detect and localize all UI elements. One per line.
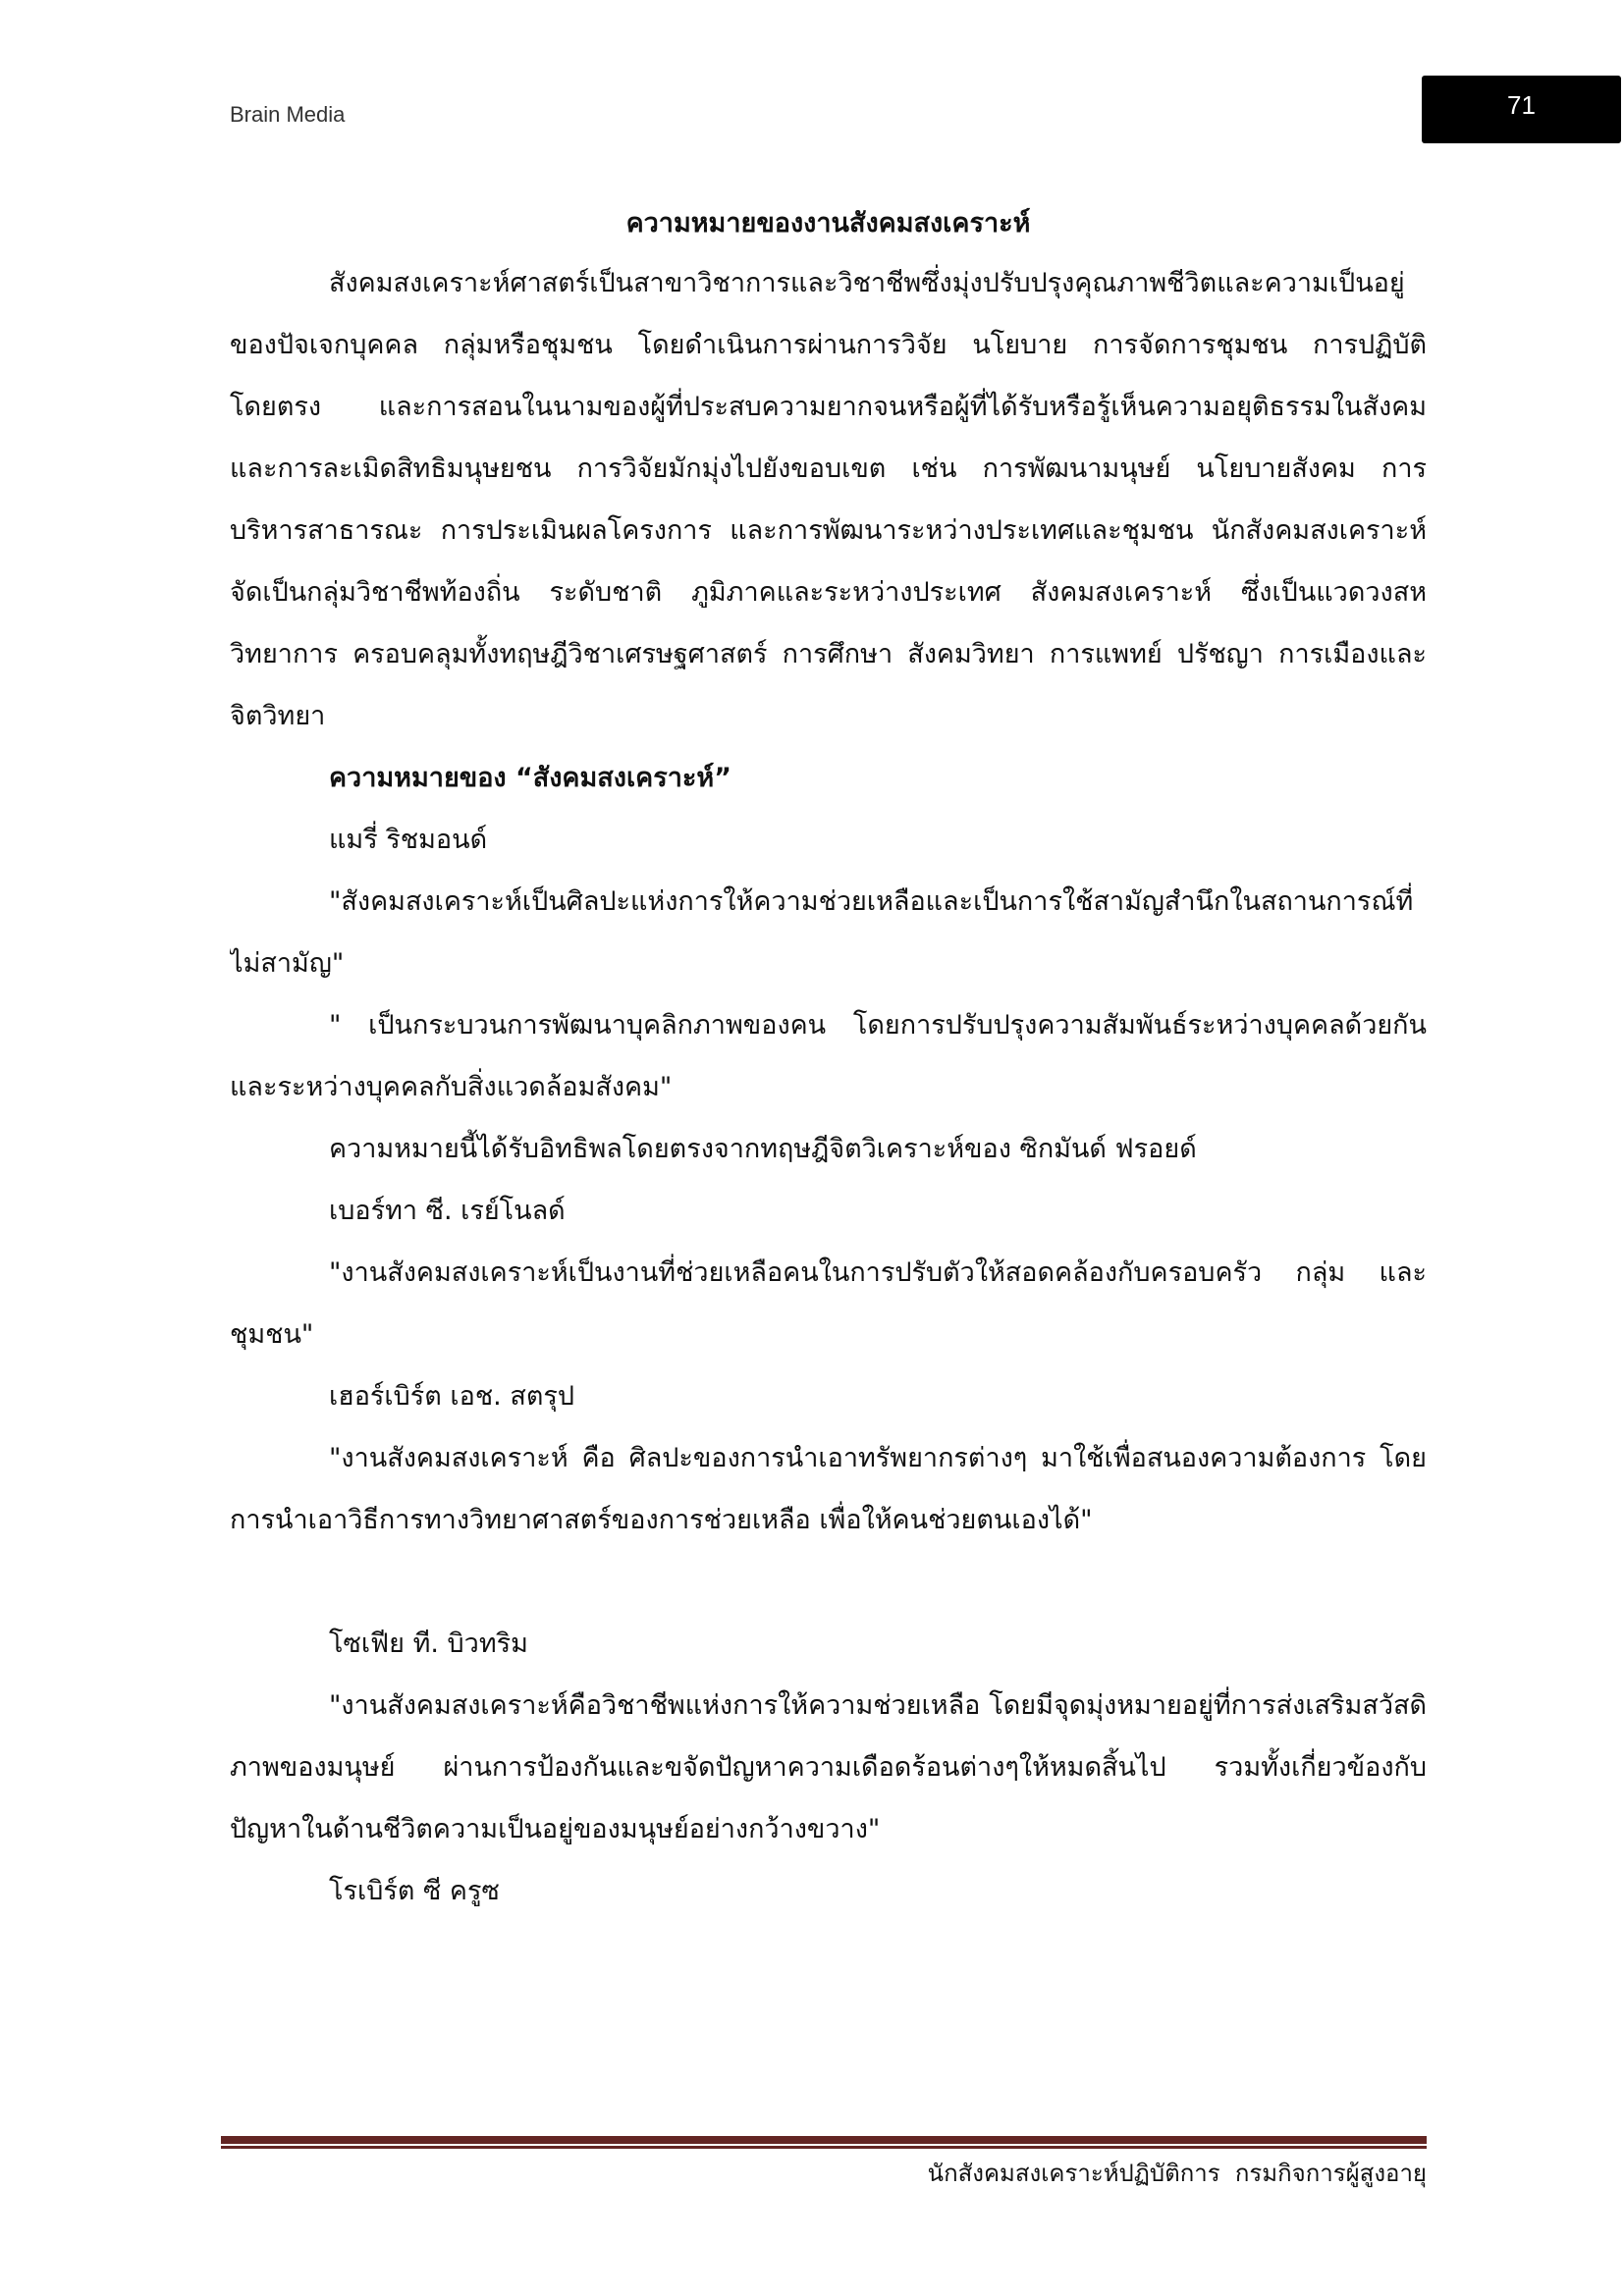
- quote-line: "งานสังคมสงเคราะห์ คือ ศิลปะของการนำเอาทรัพยากรต่างๆ มาใช้เพื่อสนองความต้องการ โดย: [329, 1443, 1427, 1473]
- quote-line: ชุมชน": [230, 1319, 314, 1350]
- quote-line: "งานสังคมสงเคราะห์คือวิชาชีพแห่งการให้ความช่วยเหลือ โดยมีจุดมุ่งหมายอยู่ที่การส่งเสริมสวัสดิ: [329, 1690, 1427, 1721]
- paragraph-line: สังคมสงเคราะห์ศาสตร์เป็นสาขาวิชาการและวิชาชีพซึ่งมุ่งปรับปรุงคุณภาพชีวิตและความเป็นอยู่: [329, 268, 1405, 298]
- quote-line: "สังคมสงเคราะห์เป็นศิลปะแห่งการให้ความช่วยเหลือและเป็นการใช้สามัญสำนึกในสถานการณ์ที่: [329, 886, 1414, 917]
- quote-line: ไม่สามัญ": [230, 948, 345, 979]
- footer-rule-thin: [221, 2146, 1427, 2149]
- footer-text: นักสังคมสงเคราะห์ปฏิบัติการ กรมกิจการผู้สูงอายุ: [927, 2160, 1427, 2187]
- quote-line: "งานสังคมสงเคราะห์เป็นงานที่ช่วยเหลือคนในการปรับตัวให้สอดคล้องกับครอบครัว กลุ่ม และ: [329, 1257, 1427, 1288]
- quote-line: การนำเอาวิธีการทางวิทยาศาสตร์ของการช่วยเหลือ เพื่อให้คนช่วยตนเองได้": [230, 1505, 1093, 1535]
- paragraph-line: และการละเมิดสิทธิมนุษยชน การวิจัยมักมุ่งไปยังขอบเขต เช่น การพัฒนามนุษย์ นโยบายสังคม การ: [230, 454, 1427, 484]
- paragraph-line: ของปัจเจกบุคคล กลุ่มหรือชุมชน โดยดำเนินการผ่านการวิจัย นโยบาย การจัดการชุมชน การปฏิบัติ: [230, 330, 1427, 360]
- paragraph-line: วิทยาการ ครอบคลุมทั้งทฤษฎีวิชาเศรษฐศาสตร์ การศึกษา สังคมวิทยา การแพทย์ ปรัชญา การเมืองและ: [230, 639, 1427, 669]
- footer-rule-thick: [221, 2136, 1427, 2144]
- header-publisher: Brain Media: [230, 102, 346, 127]
- author-name: โซเฟีย ที. บิวทริม: [329, 1629, 528, 1659]
- paragraph-line: จัดเป็นกลุ่มวิชาชีพท้องถิ่น ระดับชาติ ภูมิภาคและระหว่างประเทศ สังคมสงเคราะห์ ซึ่งเป็นแวดวงสห: [230, 577, 1427, 608]
- page-number-badge: 71: [1422, 76, 1621, 143]
- quote-line: ภาพของมนุษย์ ผ่านการป้องกันและขจัดปัญหาความเดือดร้อนต่างๆให้หมดสิ้นไป รวมทั้งเกี่ยวข้องกับ: [230, 1752, 1427, 1783]
- author-name: เฮอร์เบิร์ต เอช. สตรุป: [329, 1381, 575, 1412]
- paragraph-line: บริหารสาธารณะ การประเมินผลโครงการ และการพัฒนาระหว่างประเทศและชุมชน นักสังคมสงเคราะห์: [230, 515, 1427, 546]
- author-name: เบอร์ทา ซี. เรย์โนลด์: [329, 1196, 566, 1226]
- body-text: [230, 252, 1427, 1922]
- section-title: ความหมายของงานสังคมสงเคราะห์: [625, 208, 1031, 239]
- paragraph-line: จิตวิทยา: [230, 701, 326, 731]
- quote-line: " เป็นกระบวนการพัฒนาบุคลิกภาพของคน โดยการปรับปรุงความสัมพันธ์ระหว่างบุคคลด้วยกัน: [329, 1010, 1427, 1041]
- author-name: โรเบิร์ต ซี ครูซ: [329, 1876, 500, 1906]
- note-line: ความหมายนี้ได้รับอิทธิพลโดยตรงจากทฤษฎีจิตวิเคราะห์ของ ซิกมันด์ ฟรอยด์: [329, 1134, 1197, 1164]
- quote-line: ปัญหาในด้านชีวิตความเป็นอยู่ของมนุษย์อย่างกว้างขวาง": [230, 1814, 881, 1844]
- paragraph-line: โดยตรง และการสอนในนามของผู้ที่ประสบความยากจนหรือผู้ที่ได้รับหรือรู้เห็นความอยุติธรรมในสังคม: [230, 392, 1427, 422]
- author-name: แมรี่ ริชมอนด์: [329, 825, 488, 855]
- quote-line: และระหว่างบุคคลกับสิ่งแวดล้อมสังคม": [230, 1072, 673, 1102]
- blank-line: [230, 1551, 1427, 1613]
- subheading: ความหมายของ “สังคมสงเคราะห์”: [329, 763, 731, 793]
